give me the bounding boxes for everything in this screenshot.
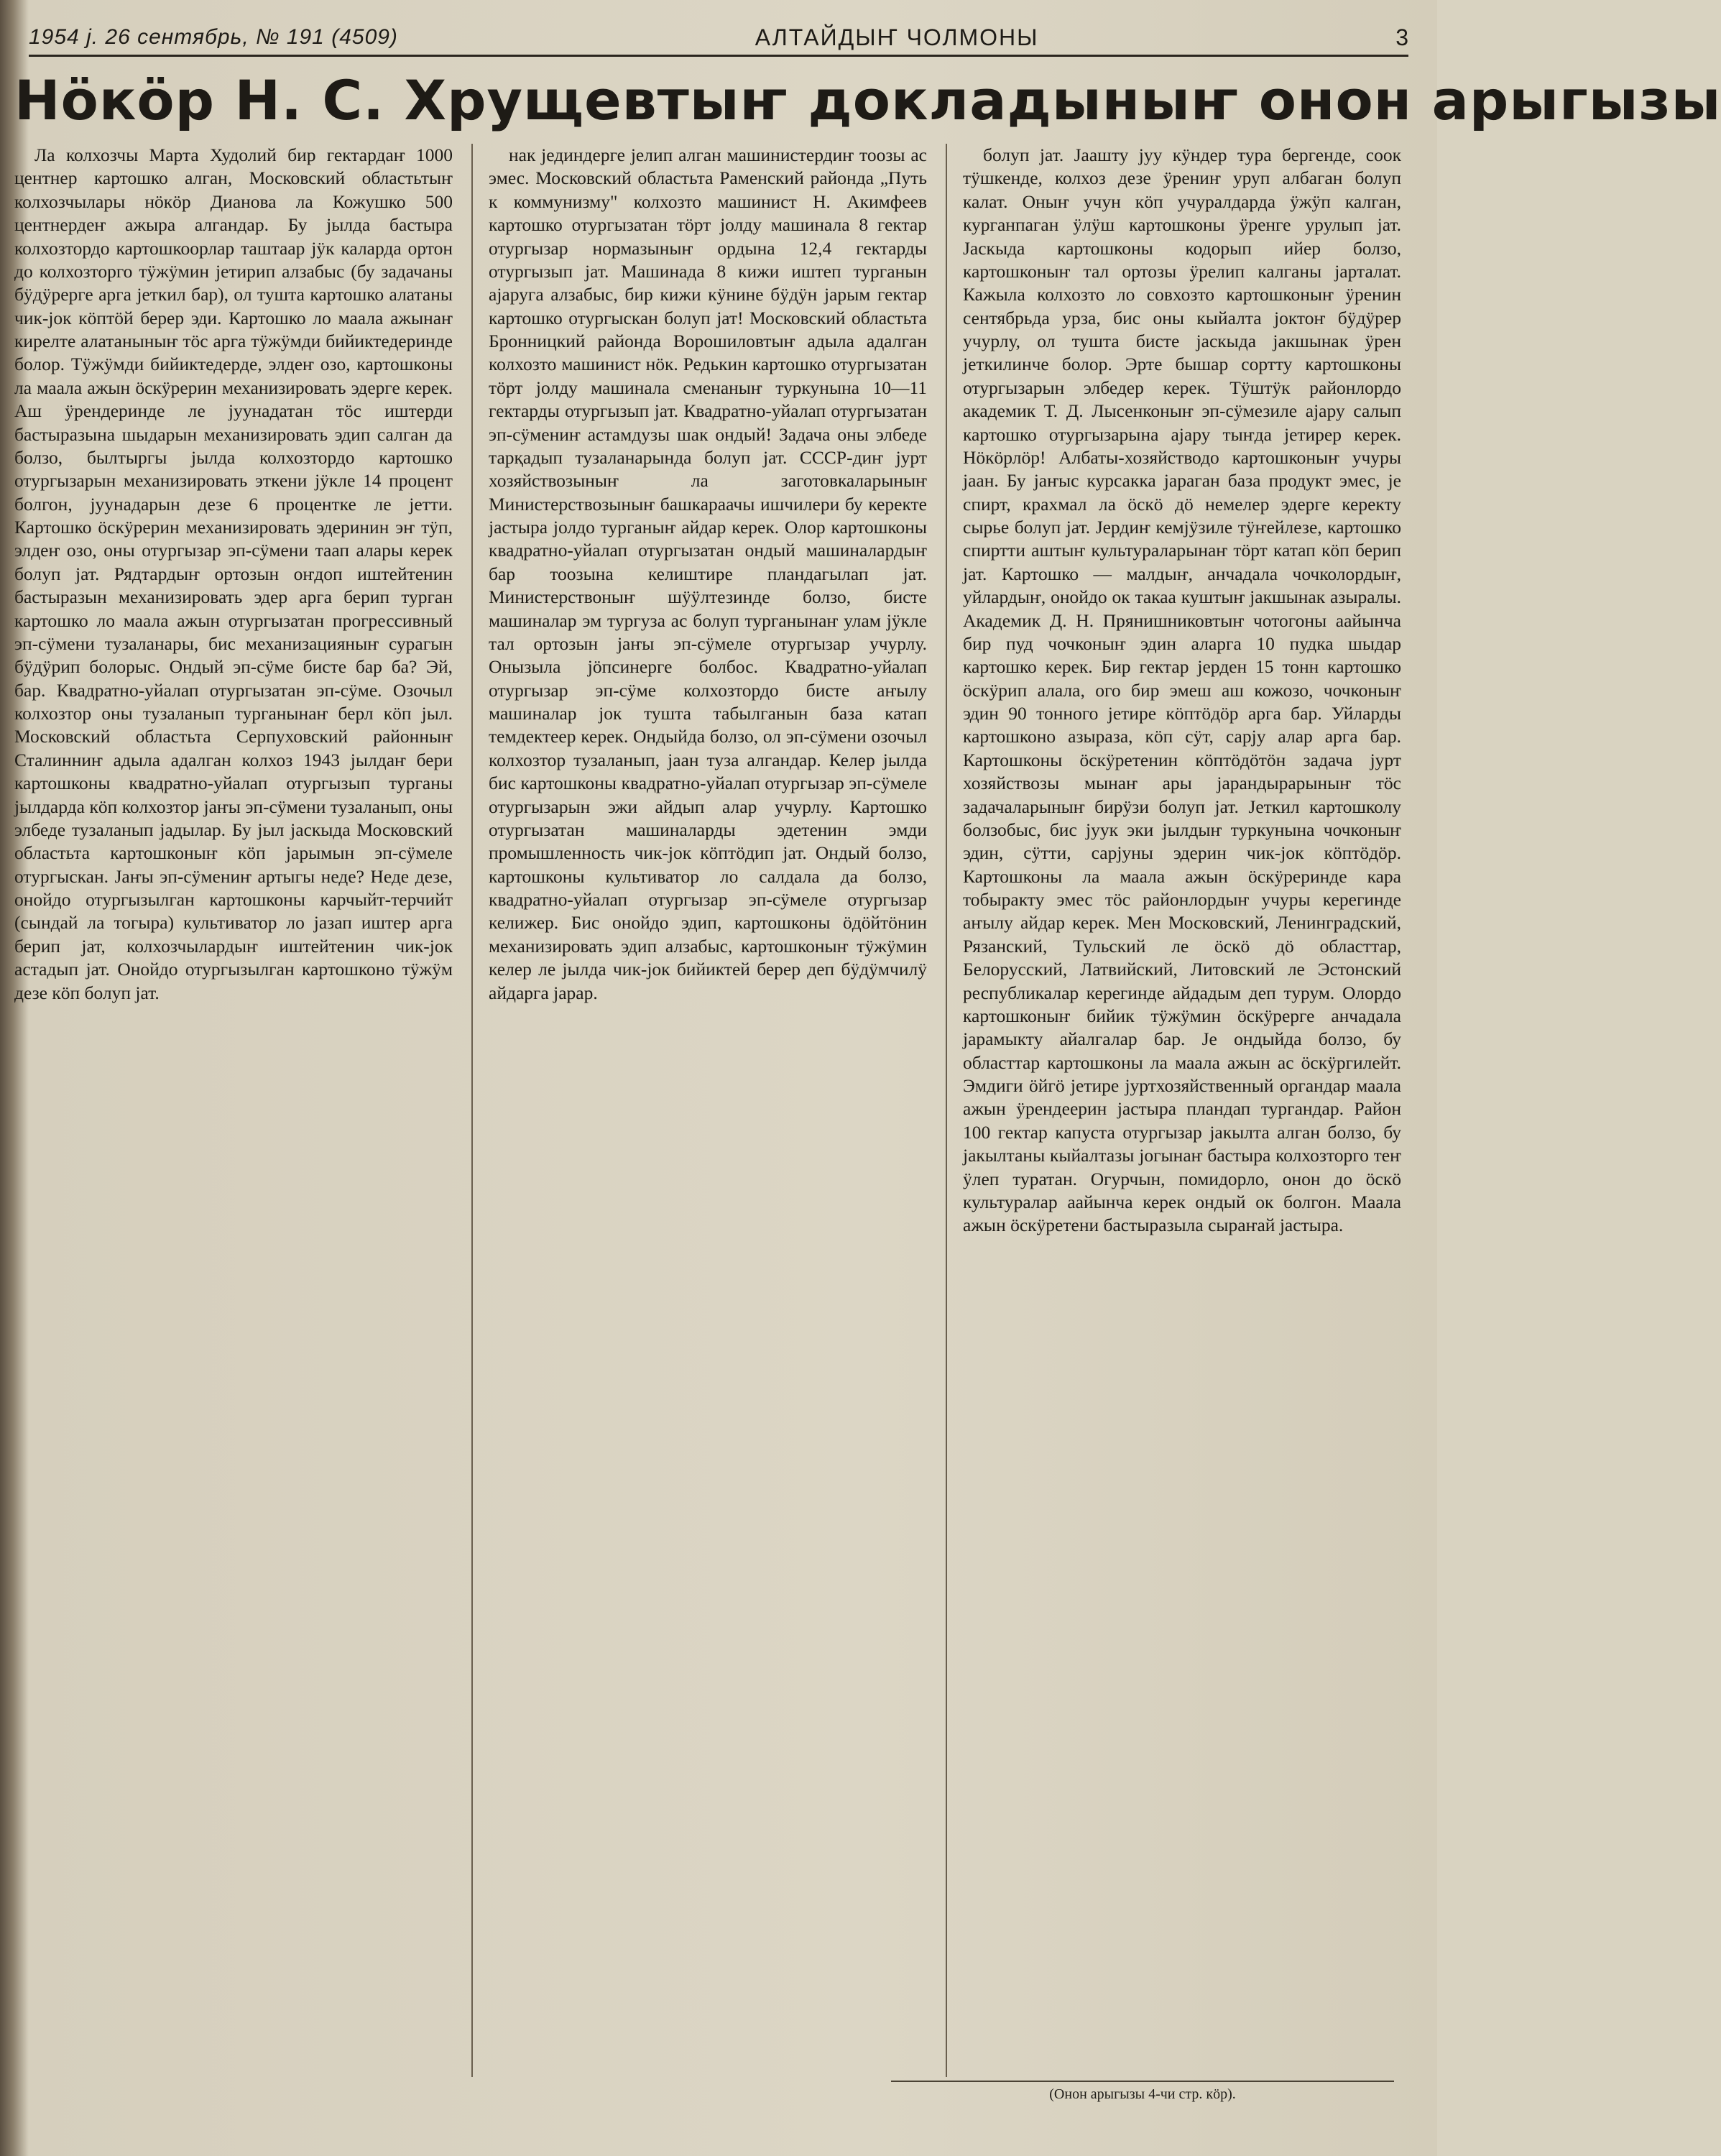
column-text: болуп јат. Јаашту јуу кӱндер тура бергенде, соок тӱшкенде, колхоз дезе ӱрениҥ уруп албаган болуп калат. Оныҥ учун кӧп учуралдарда ӱжӱп калган, курганпаган ӱлӱш картошконы ӱренге урулып јат. Јаскыда картошконы кодорып ийер болзо, картошконыҥ тал ортозы ӱрелип калганы јарталат. Кажыла колхозто ло совхозто картошконыҥ ӱренин сентябрьда урза, бис оны кыйалта јоктоҥ бӱдӱрер учурлу, ол тушта бисте јаскыда јакшынак ӱрен јеткилинче болор. Эрте бышар сортту картошконы отургызарын элбедер керек. Тӱштӱк районлордо академик Т. Д. Лысенконыҥ эп-сӱмезиле ајару салып картошко отургызарына ајару тыҥда јетирер керек. Нӧкӧрлӧр! Албаты-хозяйстводо картошконыҥ учуры јаан. Бу јаҥыс курсакка јараган база продукт эмес, је спирт, крахмал ла ӧскӧ дӧ немелер эдерге керекту сырье болуп јат. Јердиҥ кемјӱзиле тӱҥейлезе, картошко спиртти аштыҥ культураларынаҥ тӧрт катап кӧп берип јат. Картошко — малдыҥ, анчадала чочколордыҥ, уйлардыҥ, онойдо ок такаа куштыҥ јакшынак азыралы. Академик Д. Н. Прянишниковтыҥ чотогоны аайынча бир пуд чочконыҥ эдин аларга 10 пудка шыдар картошко керек. Бир гектар јерден 15 тонн картошко ӧскӱрип алала, ого бир эмеш аш кожозо, чочконыҥ эдин 90 тонного јетире кӧптӧдӧр арга бар. Уйларды картошконо азыраза, кӧп сӱт, сарју алар арга бар. Картошконы ӧскӱретенин кӧптӧдӧтӧн задача јурт хозяйствозы мынаҥ ары јарандырарыныҥ тӧс задачаларыныҥ бирӱзи болуп јат. Јеткил картошколу болзобыс, бис јуук эки јылдыҥ туркунына чочконыҥ эдин, сӱтти, сарјуны эдерин чик-јок кӧптӧдӧр. Картошконы ла маала ажын ӧскӱреринде кара тобыракту эмес тӧс районлордыҥ учуры керегинде аҥылу айдар керек. Мен Московский, Ленинградский, Рязанский, Тульский ле ӧскӧ дӧ областтар, Белорусский, Латвийский, Литовский ле Эстонский республикалар керегинде айдадым деп турум. Олордо картошконыҥ бийик тӱжӱмин ӧскӱрерге анчадала јарамыкту айалгалар бар. Је ондыйда болзо, бу областтар картошконы ла маала ажын ас ӧскӱргилейт. Эмдиги ӧйгӧ јетире јуртхозяйственный органдар маала ажын ӱрендеерин јастыра пландап тургандар. Район 100 гектар капуста отургызар јакылта алган болзо, бу јакылтаны кыйалтазы јогынаҥ бастыра колхозторго теҥ ӱлеп туратан. Огурчын, помидорло, онон до ӧскӧ культуралар аайынча керек ондый ок болгон. Маала ажын ӧскӱретени бастыразыла сыраҥай јастыра. (963, 144, 1401, 1236)
article-column-3 (946, 144, 1401, 2077)
column-text: нак јединдерге јелип алган машинистердиҥ тоозы ас эмес. Московский областьта Раменский районда „Путь к коммунизму" колхозто машинист Н. Акимфеев картошко отургызатан тӧрт јолду машинала 8 гектар отургызар нормазыныҥ ордына 12,4 гектарды отургызып јат. Машинада 8 кижи иштеп турганын ајаруга алзабыс, бир кижи кӱнине бӱдӱн јарым гектар картошко отургыскан болуп јат! Московский областьта Бронницкий районда Ворошиловтыҥ адыла адалган колхозто машинист нӧк. Редькин картошко отургызатан тӧрт јолду машинала сменаныҥ туркунына 10—11 гектарды отургызып јат. Квадратно-уйалап отургызатан эп-сӱмениҥ астамдузы шак ондый! Задача оны элбеде тарқадып тузаланарында болуп јат. СССР-диҥ јурт хозяйствозыныҥ ла заготовкаларыныҥ Министерствозыныҥ башкараачы ишчилери бу керекте јастыра јолдо турганыҥ айдар керек. Олор картошконы квадратно-уйалап отургызатан ондый машиналардыҥ бар тоозына келиштире пландагылап јат. Министерствоныҥ шӱӱлтезинде болзо, бисте машиналар эм тургуза ас болуп турганынаҥ улам јӱкле тал ортозын јаҥы эп-сӱмеле отургызар учурлу. Онызыла јӧпсинерге болбос. Квадратно-уйалап отургызар эп-сӱме колхозтордо бисте аҥылу машиналар јок тушта табылганын база катап темдектеер керек. Ондыйда болзо, ол эп-сӱмени озочыл колхозтор тузаланып, јаан туза алгандар. Келер јылда бис картошконы квадратно-уйалап отургызар эп-сӱмеле отургызарын эжи айдып алар учурлу. Картошко отургызатан машиналарды эдетенин эмди промышленность чик-јок кӧптӧдип јат. Ондый болзо, картошконы культиватор ло салдала да болзо, квадратно-уйалап отургызар эп-сӱмеле отургызар келижер. Бис онойдо эдип, картошконы ӧдӧйтӧнин механизировать эдип алзабыс, картошконыҥ тӱжӱмин келер ле јылда чик-јок бийиктей берер деп бӱдӱмчилӱ айдарга јарар. (489, 144, 927, 1003)
newspaper-title: АЛТАЙДЫҤ ЧОЛМОНЫ (755, 24, 1039, 50)
article-column-1 (14, 144, 453, 2077)
page-number: 3 (1395, 24, 1408, 50)
continuation-note: (Онон арыгызы 4-чи стр. кӧр). (891, 2081, 1394, 2103)
column-text: Ла колхозчы Марта Худолий бир гектардаҥ 1000 центнер картошко алган, Московский областьтыҥ колхозчылары нӧкӧр Дианова ла Кожушко 500 центнердеҥ ажыра алгандар. Бу јылда бастыра колхозтордо картошкоорлар таштаар јӱк каларда ортон до колхозторго тӱжӱмин јетирип алзабыс (бу задачаны бӱдӱрерге арга јеткил бар), ол тушта картошко алатаны чик-јок кӧптӧй берер эди. Картошко ло маала ажынаҥ кирелте алатаныныҥ тӧс арга тӱжӱмди бийиктедеринде болор. Тӱжӱмди бийиктедерде, элдеҥ озо, картошконы ла маала ажын ӧскӱрерин механизировать эдерге керек. Аш ӱрендеринде ле јуунадатан тӧс иштерди бастыразына шыдарын механизировать эдип салган да болзо, былтыргы јылда колхозтордо картошко отургызарын механизировать эткени јӱкле 14 процент болгон, јуунадарын дезе 6 процентке ле јетти. Картошко ӧскӱрерин механизировать эдеринин эҥ тӱп, элдеҥ озо, оны отургызар эп-сӱмени таап алары керек болуп јат. Рядтардыҥ ортозын оҥдоп иштейтенин бастыразын механизировать эдер арга берип турган картошко ло маала ажын отургызатан прогрессивный эп-сӱмени тузаланары, бис механизацияныҥ сурагын бӱдӱрип болорыс. Ондый эп-сӱме бисте бар ба? Эй, бар. Квадратно-уйалап отургызатан эп-сӱме. Озочыл колхозтор оны тузаланып турганынаҥ берл кӧп јыл. Московский областьта Серпуховский районныҥ Сталинниҥ адыла адалган колхоз 1943 јылдаҥ бери картошконы квадратно-уйалап отургызып турганы јылдарда кӧп колхозтор јаҥы эп-сӱмени тузаланып, оны элбеде тузаланып јадылар. Бу јыл јаскыда Московский областьта картошконыҥ кӧп јарымын эп-сӱмеле отургыскан. Јаҥы эп-сӱмениҥ артыгы неде? Неде дезе, онойдо отургызылган картошконы карчыйт-терчийт (сындай ла тогыра) культиватор ло јазап иштер арга берип јат, колхозчылардыҥ иштейтенин чик-јок астадып јат. Онойдо отургызылган картошконо тӱжӱм дезе кӧп болуп јат. (14, 144, 453, 1003)
article-body (14, 144, 1401, 2077)
article-headline: Нӧкӧр Н. С. Хрущевтыҥ докладыныҥ онон арыгызы (14, 68, 1721, 132)
article-column-2 (471, 144, 927, 2077)
issue-date: 1954 j. 26 сентябрь, № 191 (4509) (29, 25, 398, 49)
page-header (29, 20, 1408, 57)
